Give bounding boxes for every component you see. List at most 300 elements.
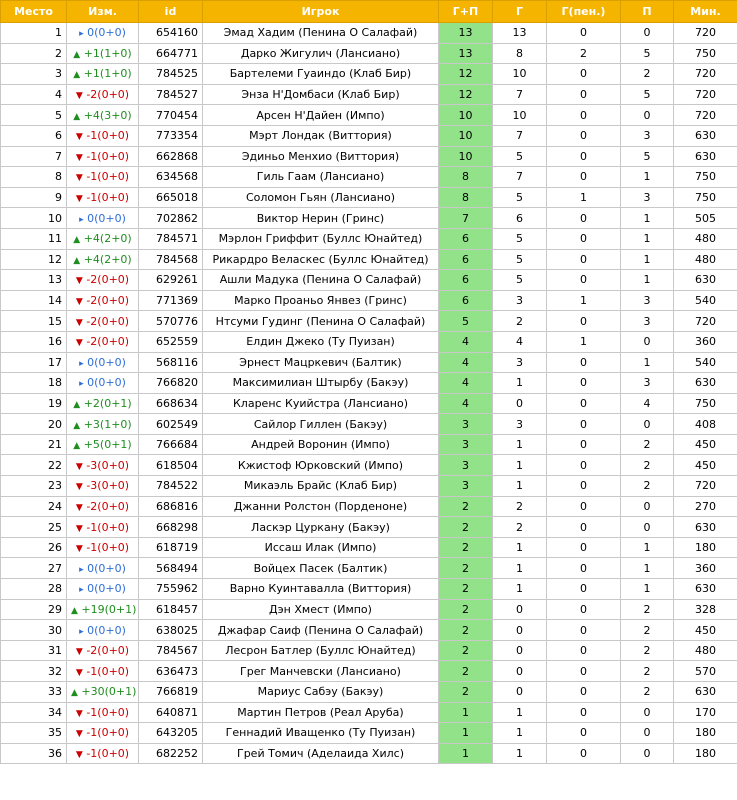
cell-minutes: 540: [674, 352, 737, 373]
cell-goals-plus-assists: 2: [439, 620, 493, 641]
arrow-down-icon: ▼: [75, 338, 83, 349]
cell-goals-plus-assists: 10: [439, 146, 493, 167]
table-row[interactable]: [1, 476, 737, 497]
cell-change: [67, 105, 139, 126]
cell-place: 20: [1, 414, 67, 435]
arrow-down-icon: ▼: [75, 194, 83, 205]
cell-place: 13: [1, 270, 67, 291]
cell-change: [67, 146, 139, 167]
cell-place: 31: [1, 640, 67, 661]
cell-id: 766819: [139, 682, 203, 703]
cell-change: [67, 599, 139, 620]
table-row[interactable]: [1, 187, 737, 208]
cell-change: [67, 682, 139, 703]
cell-assists: 0: [621, 23, 674, 44]
cell-penalty-goals: 0: [547, 105, 621, 126]
cell-place: 21: [1, 434, 67, 455]
cell-minutes: 480: [674, 640, 737, 661]
cell-change: [67, 640, 139, 661]
change-value: +1(1+0): [83, 67, 132, 81]
cell-minutes: 720: [674, 23, 737, 44]
cell-place: 22: [1, 455, 67, 476]
table-row[interactable]: [1, 352, 737, 373]
table-row[interactable]: [1, 743, 737, 764]
cell-place: 5: [1, 105, 67, 126]
cell-minutes: 630: [674, 579, 737, 600]
cell-place: 25: [1, 517, 67, 538]
table-row[interactable]: [1, 661, 737, 682]
cell-place: 36: [1, 743, 67, 764]
cell-goals: 1: [493, 558, 547, 579]
cell-id: 568116: [139, 352, 203, 373]
cell-change: [67, 23, 139, 44]
cell-place: 29: [1, 599, 67, 620]
cell-change: [67, 331, 139, 352]
arrow-up-icon: ▲: [71, 605, 78, 616]
cell-change: [67, 723, 139, 744]
table-row[interactable]: [1, 84, 737, 105]
cell-goals-plus-assists: 3: [439, 476, 493, 497]
change-value: 0(0+0): [87, 623, 126, 637]
cell-minutes: 630: [674, 125, 737, 146]
cell-id: 662868: [139, 146, 203, 167]
change-value: -2(0+0): [86, 314, 130, 328]
cell-minutes: 270: [674, 496, 737, 517]
cell-id: 636473: [139, 661, 203, 682]
cell-assists: 0: [621, 496, 674, 517]
cell-goals-plus-assists: 3: [439, 414, 493, 435]
header-row: [1, 1, 737, 23]
cell-change: [67, 743, 139, 764]
cell-change: [67, 579, 139, 600]
cell-penalty-goals: 0: [547, 558, 621, 579]
table-row[interactable]: [1, 249, 737, 270]
cell-player: Энза Н'Домбаси (Клаб Бир): [203, 84, 439, 105]
cell-minutes: 630: [674, 373, 737, 394]
cell-place: 27: [1, 558, 67, 579]
cell-penalty-goals: 0: [547, 208, 621, 229]
cell-penalty-goals: 0: [547, 146, 621, 167]
cell-id: 770454: [139, 105, 203, 126]
table-row[interactable]: [1, 537, 737, 558]
cell-assists: 1: [621, 249, 674, 270]
arrow-down-icon: ▼: [75, 317, 83, 328]
table-row[interactable]: [1, 228, 737, 249]
cell-goals-plus-assists: 6: [439, 270, 493, 291]
table-row[interactable]: [1, 620, 737, 641]
col-header-goals-plus-assists[interactable]: Г+П: [439, 1, 493, 23]
cell-change: [67, 208, 139, 229]
cell-assists: 0: [621, 331, 674, 352]
cell-goals-plus-assists: 12: [439, 84, 493, 105]
cell-minutes: 570: [674, 661, 737, 682]
cell-goals-plus-assists: 1: [439, 702, 493, 723]
table-row[interactable]: [1, 434, 737, 455]
cell-change: [67, 434, 139, 455]
arrow-down-icon: ▼: [75, 523, 83, 534]
change-value: -1(0+0): [86, 129, 130, 143]
cell-player: Грег Манчевски (Лансиано): [203, 661, 439, 682]
cell-player: Эмад Хадим (Пенина О Салафай): [203, 23, 439, 44]
cell-penalty-goals: 0: [547, 537, 621, 558]
cell-player: Джанни Ролстон (Порденоне): [203, 496, 439, 517]
cell-minutes: 480: [674, 228, 737, 249]
cell-goals-plus-assists: 2: [439, 640, 493, 661]
table-row[interactable]: [1, 105, 737, 126]
arrow-down-icon: ▼: [75, 91, 83, 102]
table-row[interactable]: [1, 702, 737, 723]
change-value: +4(3+0): [83, 108, 132, 122]
cell-place: 14: [1, 290, 67, 311]
table-row[interactable]: [1, 579, 737, 600]
cell-change: [67, 414, 139, 435]
cell-goals-plus-assists: 4: [439, 331, 493, 352]
cell-minutes: 360: [674, 558, 737, 579]
arrow-up-icon: ▲: [73, 255, 81, 266]
cell-player: Лесрон Батлер (Буллс Юнайтед): [203, 640, 439, 661]
table-row[interactable]: [1, 43, 737, 64]
cell-penalty-goals: 2: [547, 43, 621, 64]
table-header: [1, 1, 737, 23]
cell-goals: 2: [493, 496, 547, 517]
cell-change: [67, 64, 139, 85]
change-value: -2(0+0): [86, 644, 130, 658]
cell-assists: 1: [621, 537, 674, 558]
arrow-down-icon: ▼: [75, 544, 83, 555]
cell-place: 24: [1, 496, 67, 517]
change-value: 0(0+0): [87, 211, 126, 225]
cell-player: Бартелеми Гуаиндо (Клаб Бир): [203, 64, 439, 85]
table-row[interactable]: [1, 64, 737, 85]
change-value: -2(0+0): [86, 335, 130, 349]
col-header-goals[interactable]: Г: [493, 1, 547, 23]
cell-penalty-goals: 0: [547, 311, 621, 332]
table-row[interactable]: [1, 208, 737, 229]
cell-penalty-goals: 0: [547, 517, 621, 538]
cell-assists: 0: [621, 723, 674, 744]
cell-place: 34: [1, 702, 67, 723]
change-value: 0(0+0): [87, 561, 126, 575]
col-header-change[interactable]: Изм.: [67, 1, 139, 23]
cell-change: [67, 558, 139, 579]
cell-minutes: 180: [674, 537, 737, 558]
cell-goals: 5: [493, 187, 547, 208]
table-row[interactable]: [1, 146, 737, 167]
cell-place: 26: [1, 537, 67, 558]
change-value: 0(0+0): [87, 582, 126, 596]
cell-penalty-goals: 0: [547, 661, 621, 682]
cell-minutes: 540: [674, 290, 737, 311]
cell-change: [67, 311, 139, 332]
col-header-id[interactable]: id: [139, 1, 203, 23]
cell-player: Войцех Пасек (Балтик): [203, 558, 439, 579]
cell-goals-plus-assists: 2: [439, 599, 493, 620]
cell-player: Кларенс Куийстра (Лансиано): [203, 393, 439, 414]
cell-assists: 1: [621, 558, 674, 579]
cell-goals: 1: [493, 476, 547, 497]
arrow-down-icon: ▼: [75, 502, 83, 513]
cell-player: Ласкэр Цуркану (Бакэу): [203, 517, 439, 538]
cell-id: 654160: [139, 23, 203, 44]
arrow-right-icon: ▸: [79, 626, 84, 637]
cell-id: 702862: [139, 208, 203, 229]
cell-change: [67, 476, 139, 497]
cell-goals: 1: [493, 455, 547, 476]
cell-id: 618504: [139, 455, 203, 476]
change-value: 0(0+0): [87, 376, 126, 390]
cell-id: 640871: [139, 702, 203, 723]
change-value: +4(2+0): [83, 232, 132, 246]
cell-assists: 2: [621, 64, 674, 85]
table-row[interactable]: [1, 270, 737, 291]
cell-assists: 0: [621, 517, 674, 538]
cell-goals-plus-assists: 4: [439, 352, 493, 373]
cell-change: [67, 661, 139, 682]
change-value: -1(0+0): [86, 705, 130, 719]
cell-goals: 1: [493, 723, 547, 744]
cell-minutes: 180: [674, 723, 737, 744]
cell-change: [67, 702, 139, 723]
cell-place: 4: [1, 84, 67, 105]
cell-place: 17: [1, 352, 67, 373]
cell-change: [67, 228, 139, 249]
table-row[interactable]: [1, 290, 737, 311]
arrow-down-icon: ▼: [75, 276, 83, 287]
cell-penalty-goals: 0: [547, 682, 621, 703]
cell-id: 629261: [139, 270, 203, 291]
cell-goals-plus-assists: 12: [439, 64, 493, 85]
change-value: -1(0+0): [86, 541, 130, 555]
table-row[interactable]: [1, 167, 737, 188]
cell-place: 23: [1, 476, 67, 497]
cell-goals: 8: [493, 43, 547, 64]
cell-player: Дэн Хмест (Импо): [203, 599, 439, 620]
cell-assists: 2: [621, 682, 674, 703]
cell-goals: 0: [493, 661, 547, 682]
cell-goals: 5: [493, 146, 547, 167]
cell-goals-plus-assists: 2: [439, 682, 493, 703]
change-value: 0(0+0): [87, 355, 126, 369]
cell-change: [67, 290, 139, 311]
cell-assists: 3: [621, 311, 674, 332]
cell-id: 668298: [139, 517, 203, 538]
cell-id: 784525: [139, 64, 203, 85]
col-header-minutes[interactable]: Мин.: [674, 1, 737, 23]
cell-goals: 7: [493, 125, 547, 146]
cell-penalty-goals: 0: [547, 723, 621, 744]
cell-goals-plus-assists: 6: [439, 249, 493, 270]
table-row[interactable]: [1, 640, 737, 661]
cell-id: 755962: [139, 579, 203, 600]
cell-goals-plus-assists: 4: [439, 393, 493, 414]
cell-place: 11: [1, 228, 67, 249]
cell-assists: 2: [621, 476, 674, 497]
arrow-up-icon: ▲: [73, 420, 81, 431]
cell-penalty-goals: 0: [547, 352, 621, 373]
cell-penalty-goals: 0: [547, 167, 621, 188]
table-row[interactable]: [1, 496, 737, 517]
table-row[interactable]: [1, 331, 737, 352]
cell-goals: 13: [493, 23, 547, 44]
cell-penalty-goals: 0: [547, 455, 621, 476]
cell-goals-plus-assists: 3: [439, 434, 493, 455]
cell-place: 32: [1, 661, 67, 682]
table-row[interactable]: [1, 599, 737, 620]
cell-id: 784522: [139, 476, 203, 497]
change-value: -1(0+0): [86, 149, 130, 163]
cell-assists: 2: [621, 661, 674, 682]
cell-player: Нтсуми Гудинг (Пенина О Салафай): [203, 311, 439, 332]
cell-change: [67, 537, 139, 558]
cell-player: Соломон Гьян (Лансиано): [203, 187, 439, 208]
table-row[interactable]: [1, 455, 737, 476]
cell-player: Варно Куинтавалла (Виттория): [203, 579, 439, 600]
cell-goals: 10: [493, 64, 547, 85]
arrow-right-icon: ▸: [79, 214, 84, 225]
cell-assists: 3: [621, 125, 674, 146]
cell-id: 668634: [139, 393, 203, 414]
table-row[interactable]: [1, 125, 737, 146]
cell-penalty-goals: 0: [547, 640, 621, 661]
cell-minutes: 750: [674, 393, 737, 414]
arrow-down-icon: ▼: [75, 729, 83, 740]
cell-change: [67, 43, 139, 64]
cell-assists: 2: [621, 434, 674, 455]
table-row[interactable]: [1, 558, 737, 579]
cell-player: Эдиньо Менхио (Виттория): [203, 146, 439, 167]
arrow-right-icon: ▸: [79, 379, 84, 390]
cell-id: 766684: [139, 434, 203, 455]
cell-goals: 1: [493, 373, 547, 394]
arrow-down-icon: ▼: [75, 132, 83, 143]
cell-place: 8: [1, 167, 67, 188]
cell-id: 634568: [139, 167, 203, 188]
table-row[interactable]: [1, 373, 737, 394]
cell-change: [67, 187, 139, 208]
cell-player: Грей Томич (Аделаида Хилс): [203, 743, 439, 764]
col-header-penalty-goals[interactable]: Г(пен.): [547, 1, 621, 23]
cell-assists: 3: [621, 187, 674, 208]
cell-player: Сайлор Гиллен (Бакэу): [203, 414, 439, 435]
cell-id: 664771: [139, 43, 203, 64]
table-row[interactable]: [1, 723, 737, 744]
cell-id: 773354: [139, 125, 203, 146]
cell-place: 15: [1, 311, 67, 332]
cell-minutes: 450: [674, 620, 737, 641]
cell-place: 16: [1, 331, 67, 352]
cell-penalty-goals: 0: [547, 620, 621, 641]
cell-goals: 0: [493, 640, 547, 661]
cell-minutes: 720: [674, 311, 737, 332]
cell-goals-plus-assists: 2: [439, 496, 493, 517]
cell-minutes: 180: [674, 743, 737, 764]
cell-place: 9: [1, 187, 67, 208]
cell-id: 784527: [139, 84, 203, 105]
cell-penalty-goals: 0: [547, 702, 621, 723]
cell-player: Гиль Гаам (Лансиано): [203, 167, 439, 188]
cell-assists: 1: [621, 167, 674, 188]
table-row[interactable]: [1, 393, 737, 414]
cell-assists: 2: [621, 599, 674, 620]
cell-id: 568494: [139, 558, 203, 579]
cell-minutes: 750: [674, 167, 737, 188]
col-header-assists[interactable]: П: [621, 1, 674, 23]
col-header-player[interactable]: Игрок: [203, 1, 439, 23]
cell-player: Рикардро Веласкес (Буллс Юнайтед): [203, 249, 439, 270]
col-header-place[interactable]: Место: [1, 1, 67, 23]
cell-goals: 6: [493, 208, 547, 229]
cell-penalty-goals: 0: [547, 373, 621, 394]
cell-goals: 0: [493, 599, 547, 620]
cell-place: 33: [1, 682, 67, 703]
table-row[interactable]: [1, 414, 737, 435]
cell-goals-plus-assists: 8: [439, 167, 493, 188]
cell-goals: 2: [493, 517, 547, 538]
cell-minutes: 630: [674, 146, 737, 167]
arrow-down-icon: ▼: [75, 667, 83, 678]
table-row[interactable]: [1, 517, 737, 538]
cell-change: [67, 373, 139, 394]
cell-player: Елдин Джеко (Ту Пуизан): [203, 331, 439, 352]
arrow-down-icon: ▼: [75, 750, 83, 761]
cell-assists: 3: [621, 290, 674, 311]
table-row[interactable]: [1, 23, 737, 44]
arrow-down-icon: ▼: [75, 297, 83, 308]
cell-player: Джафар Саиф (Пенина О Салафай): [203, 620, 439, 641]
cell-penalty-goals: 0: [547, 496, 621, 517]
cell-goals-plus-assists: 4: [439, 373, 493, 394]
cell-penalty-goals: 1: [547, 331, 621, 352]
cell-assists: 0: [621, 414, 674, 435]
cell-goals: 5: [493, 270, 547, 291]
cell-goals: 5: [493, 249, 547, 270]
cell-id: 784567: [139, 640, 203, 661]
cell-change: [67, 270, 139, 291]
change-value: +2(0+1): [83, 396, 132, 410]
cell-place: 18: [1, 373, 67, 394]
cell-penalty-goals: 0: [547, 23, 621, 44]
cell-assists: 1: [621, 352, 674, 373]
cell-assists: 5: [621, 146, 674, 167]
cell-place: 35: [1, 723, 67, 744]
cell-goals: 0: [493, 682, 547, 703]
cell-goals-plus-assists: 3: [439, 455, 493, 476]
arrow-up-icon: ▲: [73, 235, 81, 246]
cell-penalty-goals: 0: [547, 476, 621, 497]
cell-goals-plus-assists: 13: [439, 23, 493, 44]
cell-minutes: 720: [674, 476, 737, 497]
cell-minutes: 750: [674, 187, 737, 208]
change-value: -1(0+0): [86, 191, 130, 205]
cell-minutes: 630: [674, 517, 737, 538]
table-row[interactable]: [1, 682, 737, 703]
cell-minutes: 450: [674, 455, 737, 476]
cell-goals: 1: [493, 743, 547, 764]
change-value: -1(0+0): [86, 664, 130, 678]
cell-penalty-goals: 0: [547, 270, 621, 291]
arrow-up-icon: ▲: [73, 441, 81, 452]
cell-minutes: 360: [674, 331, 737, 352]
cell-goals-plus-assists: 10: [439, 105, 493, 126]
cell-minutes: 328: [674, 599, 737, 620]
change-value: -2(0+0): [86, 88, 130, 102]
cell-minutes: 630: [674, 270, 737, 291]
cell-goals-plus-assists: 2: [439, 661, 493, 682]
cell-place: 3: [1, 64, 67, 85]
table-row[interactable]: [1, 311, 737, 332]
cell-assists: 3: [621, 373, 674, 394]
change-value: +19(0+1): [81, 602, 137, 616]
